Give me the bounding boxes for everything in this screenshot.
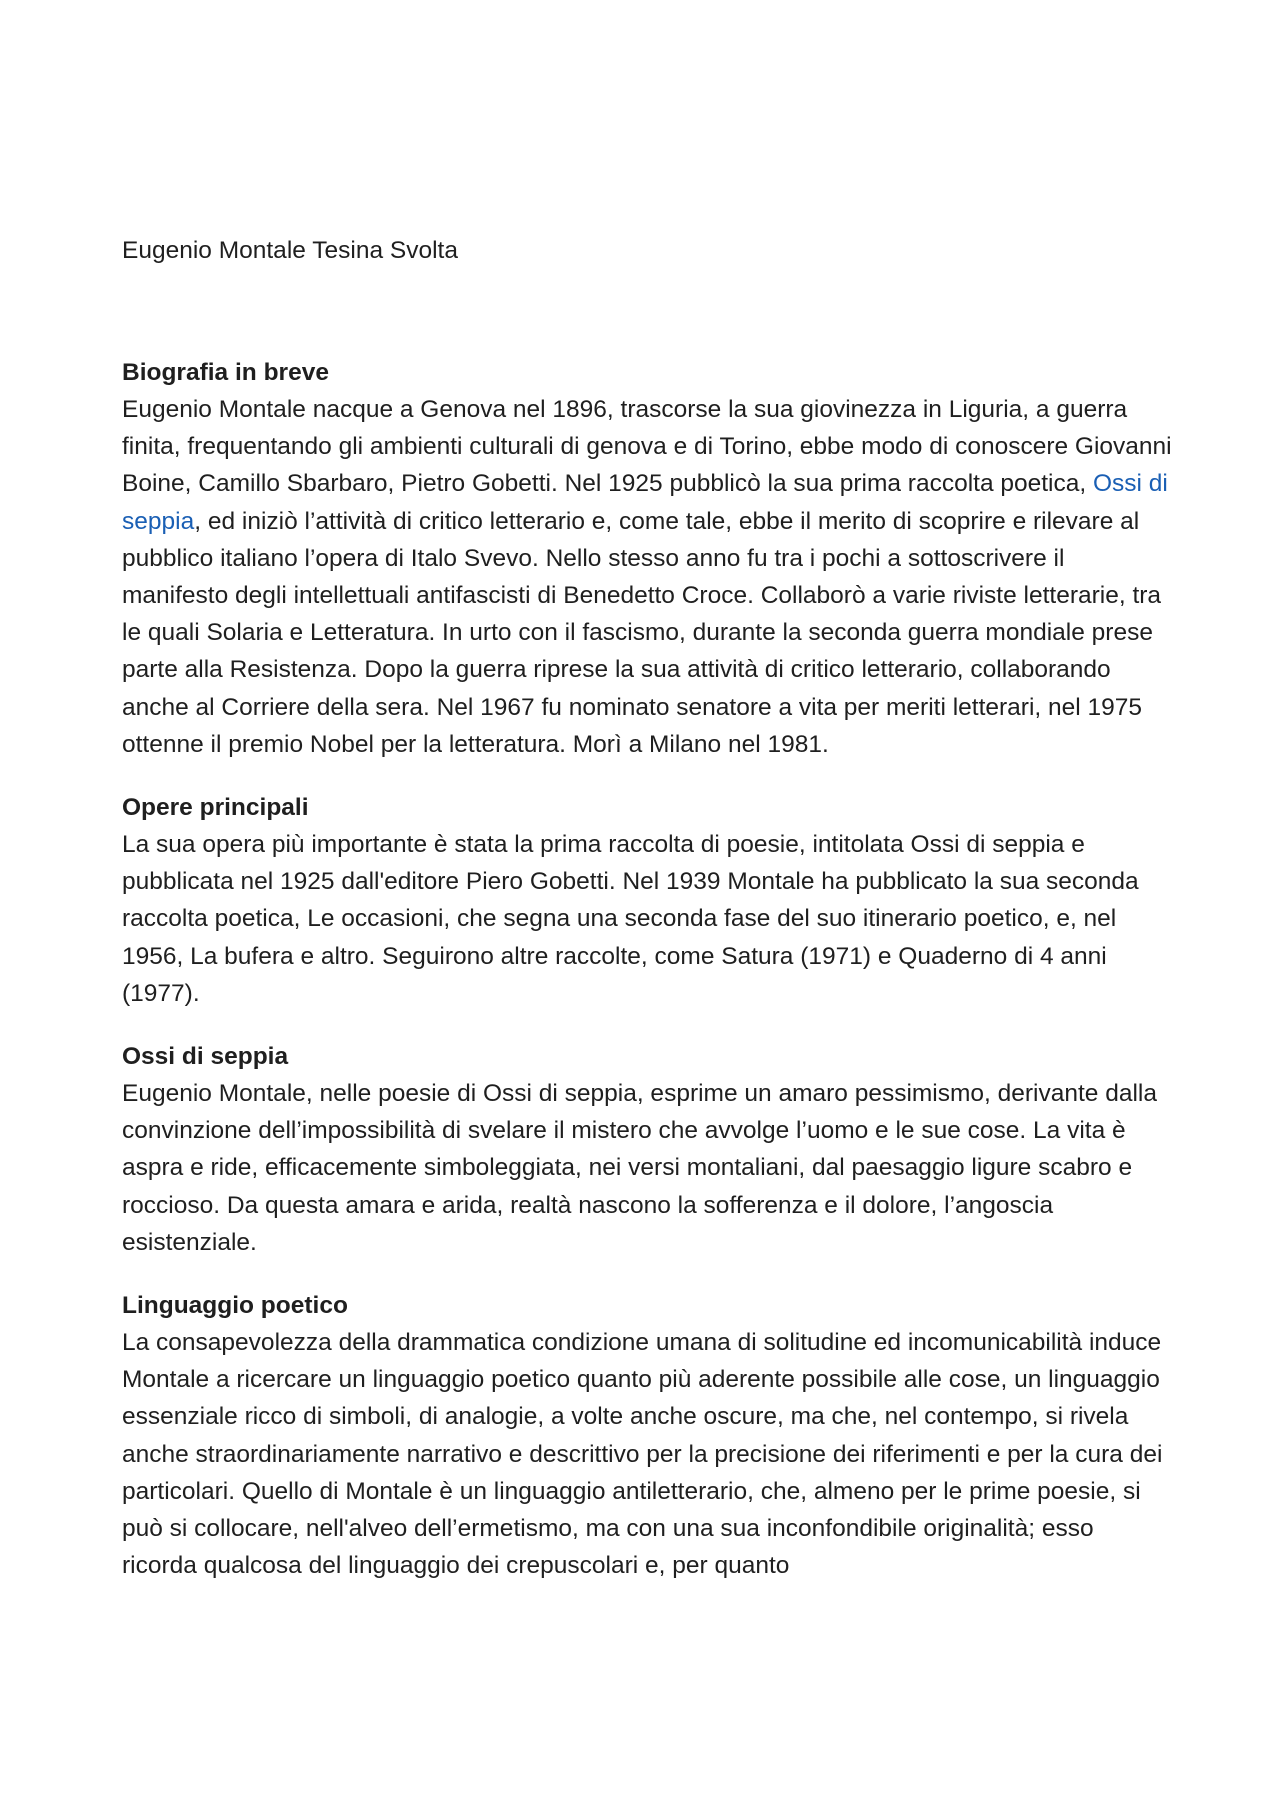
section-ossi bbox=[122, 1038, 1172, 1261]
section-opere bbox=[122, 789, 1172, 1012]
section-biografia bbox=[122, 354, 1172, 763]
paragraph-text: , ed iniziò l’attività di critico letterario e, come tale, ebbe il merito di scoprire e rilevare al pubblico italiano l’opera di Italo Svevo. Nello stesso anno fu tra i pochi a sottoscrivere il manifesto degli intellettuali antifascisti di Benedetto Croce. Collaborò a varie riviste letterarie, tra le quali Solaria e Letteratura. In urto con il fascismo, durante la seconda guerra mondiale prese parte alla Resistenza. Dopo la guerra riprese la sua attività di critico letterario, collaborando anche al Corriere della sera. Nel 1967 fu nominato senatore a vita per meriti letterari, nel 1975 ottenne il premio Nobel per la letteratura. Morì a Milano nel 1981. bbox=[122, 507, 1162, 758]
paragraph-text: Eugenio Montale nacque a Genova nel 1896, trascorse la sua giovinezza in Liguria, a guerra finita, frequentando gli ambienti culturali di genova e di Torino, ebbe modo di conoscere Giovanni Boine, Camillo Sbarbaro, Pietro Gobetti. Nel 1925 pubblicò la sua prima raccolta poetica, bbox=[122, 396, 1172, 498]
section-heading-ossi: Ossi di seppia bbox=[122, 1043, 289, 1071]
section-paragraph-ossi: Eugenio Montale, nelle poesie di Ossi di seppia, esprime un amaro pessimismo, derivante dalla convinzione dell’impossibilità di svelare il mistero che avvolge l’uomo e le sue cose. La vita è aspra e ride, efficacemente simboleggiata, nei versi montaliani, dal paesaggio ligure scabro e roccioso. Da questa amara e arida, realtà nascono la sofferenza e il dolore, l’angoscia esistenziale. bbox=[122, 1080, 1157, 1256]
section-heading-opere: Opere principali bbox=[122, 794, 309, 822]
section-linguaggio bbox=[122, 1287, 1172, 1584]
document-body bbox=[122, 232, 1172, 1584]
section-heading-biografia: Biografia in breve bbox=[122, 359, 329, 386]
section-paragraph-linguaggio: La consapevolezza della drammatica condizione umana di solitudine ed incomunicabilità induce Montale a ricercare un linguaggio poetico quanto più aderente possibile alle cose, un linguaggio essenziale ricco di simboli, di analogie, a volte anche oscure, ma che, nel contempo, si rivela anche straordinariamente narrativo e descrittivo per la precisione dei riferimenti e per la cura dei particolari. Quello di Montale è un linguaggio antiletterario, che, almeno per le prime poesie, si può si collocare, nell'alveo dell’ermetismo, ma con una sua inconfondibile originalità; esso ricorda qualcosa del linguaggio dei crepuscolari e, per quanto bbox=[122, 1329, 1163, 1580]
section-paragraph-biografia bbox=[122, 391, 1172, 763]
document-title: Eugenio Montale Tesina Svolta bbox=[122, 237, 458, 264]
ossi-di-seppia-link[interactable]: Ossi di seppia bbox=[122, 470, 1168, 535]
section-paragraph-opere: La sua opera più importante è stata la prima raccolta di poesie, intitolata Ossi di seppia e pubblicata nel 1925 dall'editore Piero Gobetti. Nel 1939 Montale ha pubblicato la sua seconda raccolta poetica, Le occasioni, che segna una seconda fase del suo itinerario poetico, e, nel 1956, La bufera e altro. Seguirono altre raccolte, come Satura (1971) e Quaderno di 4 anni (1977). bbox=[122, 831, 1139, 1007]
section-heading-linguaggio: Linguaggio poetico bbox=[122, 1292, 348, 1320]
